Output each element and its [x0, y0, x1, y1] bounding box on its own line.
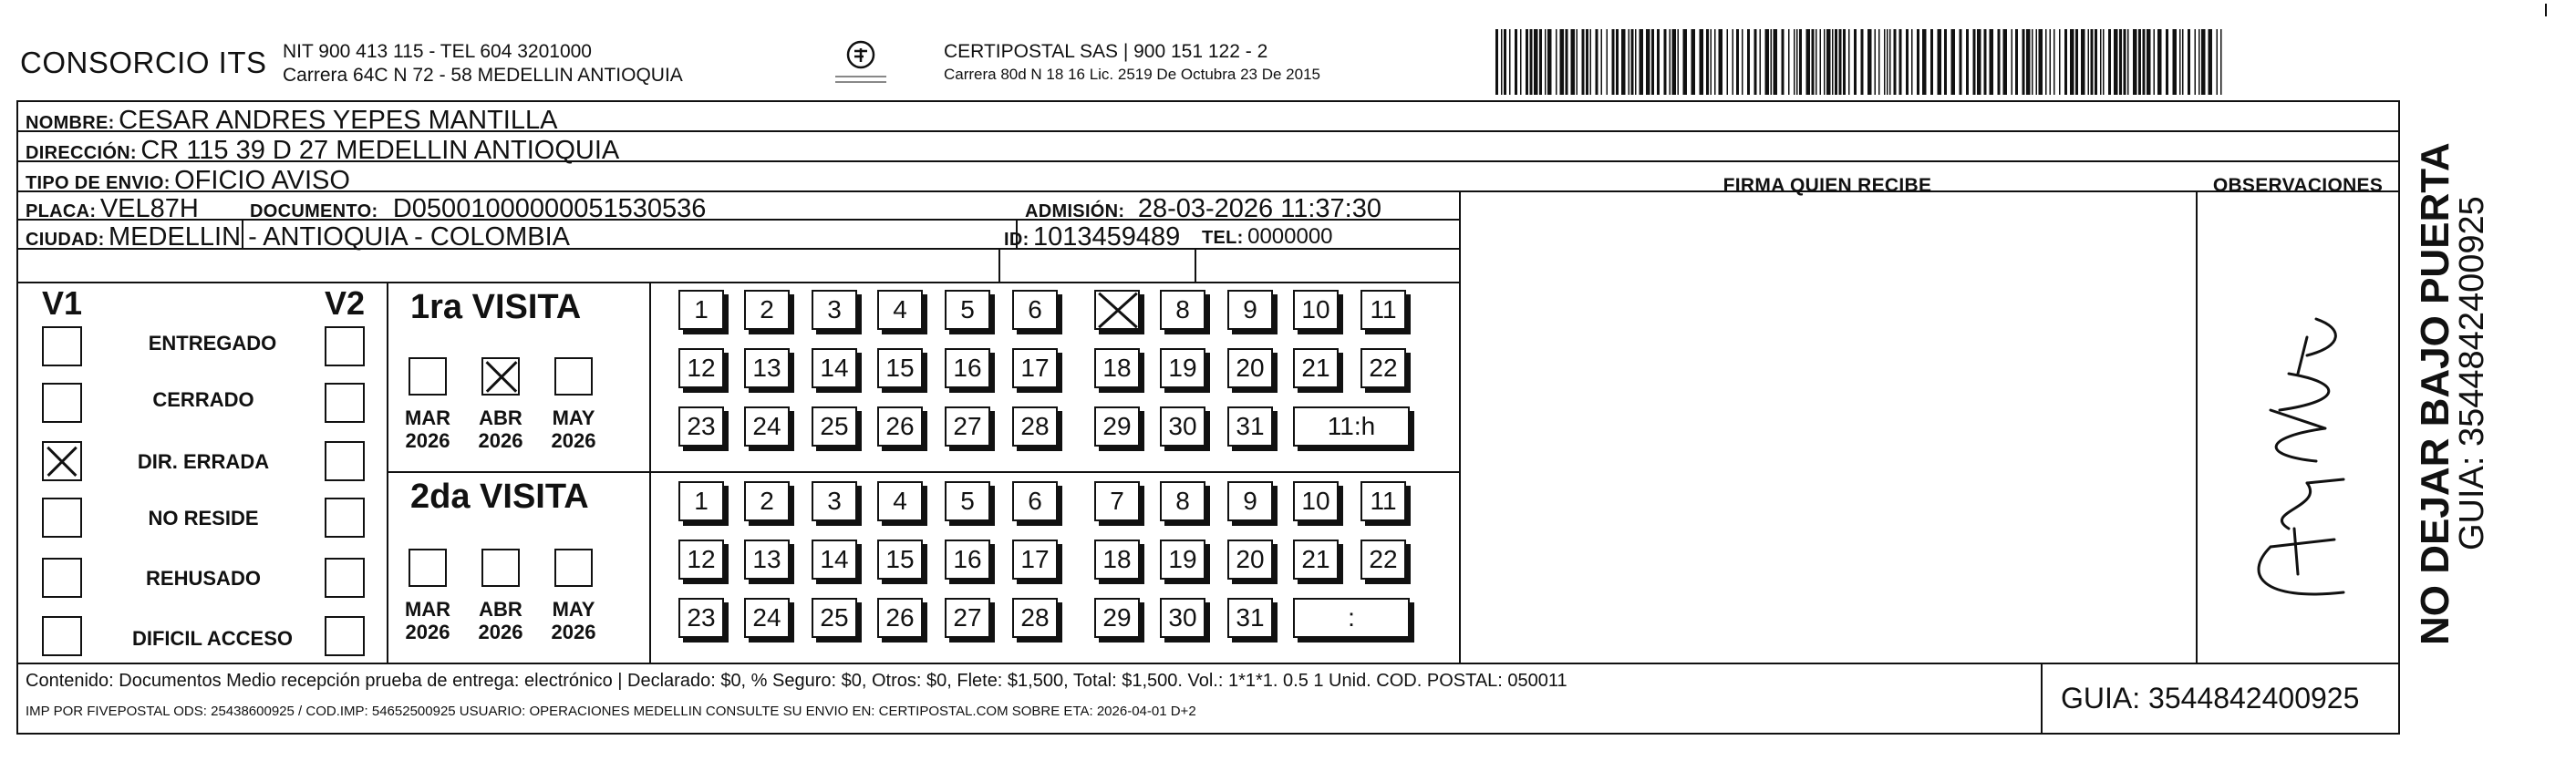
visit-time-box[interactable]: 11:h: [1293, 406, 1410, 447]
day-12-box[interactable]: 12: [678, 540, 724, 580]
address-line: Carrera 64C N 72 - 58 MEDELLIN ANTIOQUIA: [283, 65, 683, 86]
day-20-box[interactable]: 20: [1227, 348, 1273, 388]
day-7-box[interactable]: [1094, 290, 1140, 330]
tipo-row: [26, 166, 350, 196]
day-29-box[interactable]: 29: [1094, 598, 1140, 638]
day-11-box[interactable]: 11: [1360, 481, 1406, 521]
day-2-box[interactable]: 2: [744, 290, 790, 330]
id-label: ID:: [1004, 230, 1029, 250]
day-15-box[interactable]: 15: [877, 348, 923, 388]
day-27-box[interactable]: 27: [945, 406, 990, 447]
day-23-box[interactable]: 23: [678, 598, 724, 638]
company-name: CONSORCIO ITS: [20, 46, 267, 79]
visit-time-box[interactable]: :: [1293, 598, 1410, 638]
day-20-box[interactable]: 20: [1227, 540, 1273, 580]
day-5-box[interactable]: 5: [945, 481, 990, 521]
documento-label: DOCUMENTO:: [250, 201, 378, 221]
day-6-box[interactable]: 6: [1012, 290, 1058, 330]
tipo-label: TIPO DE ENVIO:: [26, 173, 171, 193]
firma-header: FIRMA QUIEN RECIBE: [1723, 175, 1932, 196]
day-26-box[interactable]: 26: [877, 598, 923, 638]
day-28-box[interactable]: 28: [1012, 406, 1058, 447]
day-31-box[interactable]: 31: [1227, 406, 1273, 447]
day-1-box[interactable]: 1: [678, 481, 724, 521]
day-6-box[interactable]: 6: [1012, 481, 1058, 521]
print-info: IMP POR FIVEPOSTAL ODS: 25438600925 / COD.IMP: 54652500925 USUARIO: OPERACIONES MEDELLIN CONSULTE SU ENVIO EN: CERTIPOSTAL.COM SOBRE ETA: 2026-04-01 D+2: [26, 704, 1196, 719]
visit-2-title: 2da VISITA: [410, 478, 589, 516]
day-25-box[interactable]: 25: [812, 406, 857, 447]
observaciones-header: OBSERVACIONES: [2212, 175, 2384, 196]
visit-2-month-may-box[interactable]: [554, 549, 593, 587]
shipment-type: OFICIO AVISO: [174, 166, 350, 195]
visit-1-month-may-box[interactable]: [554, 357, 593, 396]
tel-label: TEL:: [1202, 228, 1244, 248]
day-8-box[interactable]: 8: [1160, 290, 1205, 330]
day-13-box[interactable]: 13: [744, 348, 790, 388]
visit-1-month-mar-label: MAR 2026: [404, 406, 451, 452]
day-5-box[interactable]: 5: [945, 290, 990, 330]
day-18-box[interactable]: 18: [1094, 348, 1140, 388]
visit-1-month-may-label: MAY 2026: [551, 406, 596, 452]
day-29-box[interactable]: 29: [1094, 406, 1140, 447]
day-26-box[interactable]: 26: [877, 406, 923, 447]
status-dificil-acceso-label: DIFICIL ACCESO: [131, 627, 293, 650]
carrier-line: CERTIPOSTAL SAS | 900 151 122 - 2: [944, 41, 1268, 62]
day-27-box[interactable]: 27: [945, 598, 990, 638]
day-4-box[interactable]: 4: [877, 481, 923, 521]
visit-2-month-abr-label: ABR 2026: [478, 598, 523, 643]
status-dir-errada-label: DIR. ERRADA: [137, 450, 270, 473]
recipient-address: CR 115 39 D 27 MEDELLIN ANTIOQUIA: [140, 136, 620, 165]
day-4-box[interactable]: 4: [877, 290, 923, 330]
no-dejar-bajo-puerta: NO DEJAR BAJO PUERTA: [2413, 142, 2457, 645]
v1-header: V1: [42, 284, 83, 322]
document-number: D05001000000051530536: [392, 194, 707, 223]
id-cell: [1004, 222, 1180, 252]
visit-1-month-mar-box[interactable]: [409, 357, 447, 396]
visit-2-month-mar-label: MAR 2026: [404, 598, 451, 643]
documento-cell: [250, 194, 706, 224]
day-1-box[interactable]: 1: [678, 290, 724, 330]
day-30-box[interactable]: 30: [1160, 406, 1205, 447]
v2-no-reside-checkbox[interactable]: [325, 498, 365, 538]
day-18-box[interactable]: 18: [1094, 540, 1140, 580]
day-24-box[interactable]: 24: [744, 598, 790, 638]
day-14-box[interactable]: 14: [812, 540, 857, 580]
status-entregado-label: ENTREGADO: [148, 332, 277, 355]
placa-cell: [26, 194, 199, 224]
id-number: 1013459489: [1033, 222, 1181, 252]
certipostal-logo: [824, 36, 897, 91]
day-25-box[interactable]: 25: [812, 598, 857, 638]
visit-2-month-abr-box[interactable]: [481, 549, 520, 587]
direccion-label: DIRECCIÓN:: [26, 143, 137, 163]
v2-dificil-acceso-checkbox[interactable]: [325, 616, 365, 656]
day-22-box[interactable]: 22: [1360, 348, 1406, 388]
day-31-box[interactable]: 31: [1227, 598, 1273, 638]
day-10-box[interactable]: 10: [1293, 481, 1339, 521]
visit-2-month-may-label: MAY 2026: [551, 598, 596, 643]
day-9-box[interactable]: 9: [1227, 290, 1273, 330]
day-19-box[interactable]: 19: [1160, 540, 1205, 580]
visit-1-month-abr-box[interactable]: [481, 357, 520, 396]
day-23-box[interactable]: 23: [678, 406, 724, 447]
day-10-box[interactable]: 10: [1293, 290, 1339, 330]
v1-no-reside-checkbox[interactable]: [42, 498, 82, 538]
v2-entregado-checkbox[interactable]: [325, 326, 365, 366]
v1-dificil-acceso-checkbox[interactable]: [42, 616, 82, 656]
visit-1-title: 1ra VISITA: [410, 288, 582, 326]
admision-label: ADMISIÓN:: [1025, 201, 1125, 221]
visit-1-month-abr-label: ABR 2026: [478, 406, 523, 452]
day-11-box[interactable]: 11: [1360, 290, 1406, 330]
barcode: [1495, 29, 2229, 95]
ciudad-label: CIUDAD:: [26, 230, 105, 250]
status-cerrado-label: CERRADO: [152, 388, 254, 411]
plate: VEL87H: [99, 194, 199, 223]
admision-cell: [1025, 194, 1381, 224]
visit-2-month-mar-box[interactable]: [409, 549, 447, 587]
v1-entregado-checkbox[interactable]: [42, 326, 82, 366]
status-no-reside-label: NO RESIDE: [148, 507, 259, 529]
side-guia: GUIA: 3544842400925: [2453, 196, 2491, 550]
status-rehusado-label: REHUSADO: [146, 567, 261, 590]
day-14-box[interactable]: 14: [812, 348, 857, 388]
tel-cell: [1202, 224, 1333, 250]
day-21-box[interactable]: 21: [1293, 348, 1339, 388]
carrier-license: Carrera 80d N 18 16 Lic. 2519 De Octubra 23 De 2015: [944, 66, 1320, 83]
day-24-box[interactable]: 24: [744, 406, 790, 447]
v2-rehusado-checkbox[interactable]: [325, 558, 365, 598]
nombre-row: [26, 106, 557, 136]
footer-guia: GUIA: 3544842400925: [2061, 682, 2360, 714]
v2-cerrado-checkbox[interactable]: [325, 383, 365, 423]
day-2-box[interactable]: 2: [744, 481, 790, 521]
day-21-box[interactable]: 21: [1293, 540, 1339, 580]
ciudad-cell: [26, 222, 570, 252]
city: MEDELLIN - ANTIOQUIA - COLOMBIA: [109, 222, 570, 252]
content-summary: Contenido: Documentos Medio recepción prueba de entrega: electrónico | Declarado: $0, % Seguro: $0, Otros: $0, Flete: $1,500, Total: $1,500. Vol.: 1*1*1. 0.5 1 Unid. COD. POSTAL: 050011: [26, 671, 1567, 691]
direccion-row: [26, 136, 619, 166]
day-17-box[interactable]: 17: [1012, 540, 1058, 580]
day-3-box[interactable]: 3: [812, 481, 857, 521]
admission-datetime: 28-03-2026 11:37:30: [1137, 194, 1381, 223]
nombre-label: NOMBRE:: [26, 113, 115, 133]
day-8-box[interactable]: 8: [1160, 481, 1205, 521]
v1-dir-errada-checkbox[interactable]: [42, 441, 82, 481]
tel-number: 0000000: [1247, 224, 1333, 249]
placa-label: PLACA:: [26, 201, 97, 221]
edge-mark: [2545, 4, 2547, 16]
v2-header: V2: [325, 284, 366, 322]
day-13-box[interactable]: 13: [744, 540, 790, 580]
handwritten-signature: [2207, 301, 2380, 629]
v1-cerrado-checkbox[interactable]: [42, 383, 82, 423]
day-17-box[interactable]: 17: [1012, 348, 1058, 388]
nit-line: NIT 900 413 115 - TEL 604 3201000: [283, 41, 592, 62]
day-7-box[interactable]: 7: [1094, 481, 1140, 521]
day-9-box[interactable]: 9: [1227, 481, 1273, 521]
recipient-name: CESAR ANDRES YEPES MANTILLA: [119, 106, 558, 135]
v1-rehusado-checkbox[interactable]: [42, 558, 82, 598]
v2-dir-errada-checkbox[interactable]: [325, 441, 365, 481]
day-12-box[interactable]: 12: [678, 348, 724, 388]
day-16-box[interactable]: 16: [945, 540, 990, 580]
day-16-box[interactable]: 16: [945, 348, 990, 388]
day-30-box[interactable]: 30: [1160, 598, 1205, 638]
day-19-box[interactable]: 19: [1160, 348, 1205, 388]
day-15-box[interactable]: 15: [877, 540, 923, 580]
day-28-box[interactable]: 28: [1012, 598, 1058, 638]
day-3-box[interactable]: 3: [812, 290, 857, 330]
day-22-box[interactable]: 22: [1360, 540, 1406, 580]
